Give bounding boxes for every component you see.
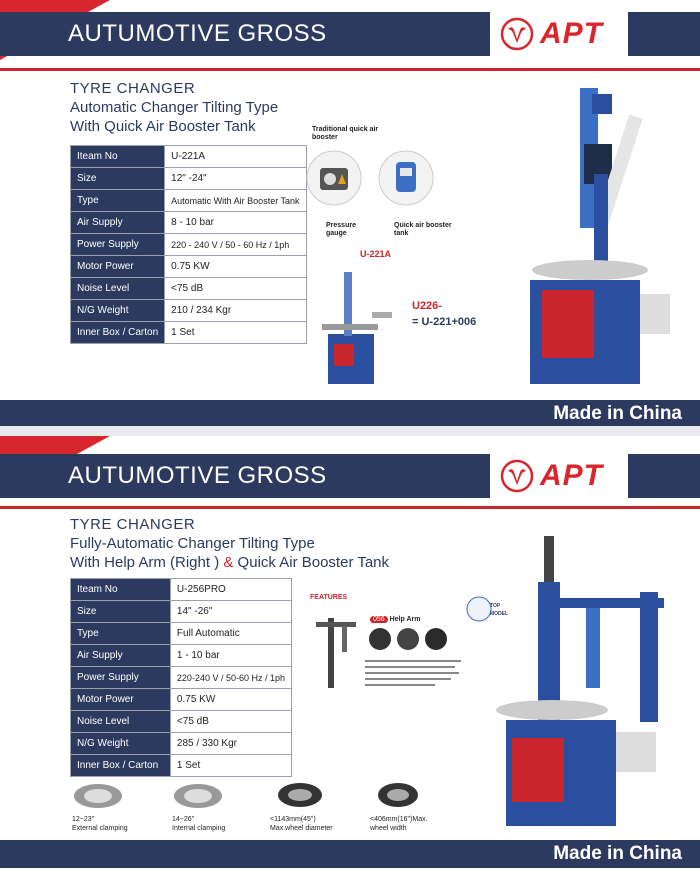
small-machine-image <box>318 262 394 388</box>
model-label: U-221A <box>360 249 392 259</box>
table-row <box>71 146 307 168</box>
spec-key: Size <box>71 168 165 190</box>
spec-value: 8 - 10 bar <box>165 212 306 234</box>
table-row <box>71 234 307 256</box>
header-band <box>0 454 700 498</box>
heading-block <box>70 516 389 571</box>
features-label: FEATURES <box>310 594 348 601</box>
heading-block <box>70 80 278 135</box>
table-row <box>71 190 307 212</box>
table-row <box>71 300 307 322</box>
external-clamping-image <box>70 780 126 810</box>
spec-key: Power Supply <box>71 667 171 689</box>
spec-key: Iteam No <box>71 579 171 601</box>
table-row <box>71 711 292 733</box>
table-row <box>71 212 307 234</box>
product-title: TYRE CHANGER <box>70 80 196 97</box>
internal-clamp-label: Internal clamping <box>172 825 226 832</box>
table-row <box>71 755 292 777</box>
product-subtitle-1: Automatic Changer Tilting Type <box>70 99 279 116</box>
spec-key: Type <box>71 190 165 212</box>
brand-title: AUTUMOTIVE GROSS <box>68 462 327 489</box>
table-row <box>71 733 292 755</box>
card-separator <box>0 426 700 436</box>
logo-text: APT <box>540 459 603 492</box>
table-row <box>71 256 307 278</box>
header-band-right <box>628 454 700 498</box>
spec-key: N/G Weight <box>71 300 165 322</box>
traditional-booster-label: Traditional quick air booster <box>312 126 379 141</box>
header-band <box>0 12 700 56</box>
external-clamp-range: 12~23" <box>72 816 95 823</box>
combo-line1: U226- <box>412 300 442 312</box>
table-row <box>71 278 307 300</box>
spec-key: Inner Box / Carton <box>71 322 165 344</box>
subtitle-part-a: With Help Arm (Right ) <box>70 554 224 571</box>
quick-tank-image <box>378 150 434 206</box>
spec-value: 220-240 V / 50-60 Hz / 1ph <box>170 667 291 689</box>
spec-table <box>70 145 307 344</box>
help-arm-image <box>312 608 362 692</box>
spec-value: 1 Set <box>170 755 291 777</box>
product-card-u221a <box>0 0 700 426</box>
brand-title: AUTUMOTIVE GROSS <box>68 20 327 47</box>
table-row <box>71 168 307 190</box>
spec-value: Automatic With Air Booster Tank <box>165 190 306 212</box>
header-band-right <box>628 12 700 56</box>
spec-value: 12" -24" <box>165 168 306 190</box>
apt-logo <box>500 12 624 56</box>
wheel-width-value: <406mm(16")Max. <box>370 816 428 823</box>
internal-clamp-range: 14~26" <box>172 816 195 823</box>
spec-key: Motor Power <box>71 689 171 711</box>
help-arm-detail-images <box>368 626 448 652</box>
subtitle-ampersand: & <box>223 554 234 571</box>
pressure-gauge-image <box>306 150 362 206</box>
table-row <box>71 667 292 689</box>
spec-value: 210 / 234 Kgr <box>165 300 306 322</box>
help-arm-label: Help Arm <box>389 616 421 623</box>
made-in-china-label: Made in China <box>553 403 682 424</box>
pressure-gauge-label: Pressure gauge <box>326 222 356 237</box>
table-row <box>71 645 292 667</box>
spec-key: Power Supply <box>71 234 165 256</box>
table-row <box>71 601 292 623</box>
help-arm-header <box>370 616 421 624</box>
table-row <box>71 689 292 711</box>
bull-icon <box>500 459 534 493</box>
subtitle-part-b: Quick Air Booster Tank <box>233 554 390 571</box>
spec-key: Iteam No <box>71 146 165 168</box>
apt-logo <box>500 454 624 498</box>
made-in-china-label: Made in China <box>553 843 682 864</box>
external-clamp-label: External clamping <box>72 825 128 832</box>
wheel-width-label: wheel width <box>370 825 407 832</box>
red-divider <box>0 68 700 71</box>
spec-value: 1 Set <box>165 322 306 344</box>
spec-key: Motor Power <box>71 256 165 278</box>
spec-value: <75 dB <box>170 711 291 733</box>
spec-value: 0.75 KW <box>170 689 291 711</box>
table-row <box>71 579 292 601</box>
spec-value: 0.75 KW <box>165 256 306 278</box>
logo-text: APT <box>540 17 603 50</box>
product-title: TYRE CHANGER <box>70 516 196 533</box>
spec-value: <75 dB <box>165 278 306 300</box>
tyre-changer-machine-image <box>520 84 680 394</box>
quick-tank-label: Quick air booster tank <box>394 222 452 237</box>
spec-key: Noise Level <box>71 711 171 733</box>
product-card-u256pro <box>0 436 700 872</box>
top-model-label: TOP MODEL <box>490 603 509 617</box>
combo-prefix: = U-221+ <box>412 316 458 328</box>
feature-description-lines <box>365 658 465 688</box>
spec-table <box>70 578 292 777</box>
product-subtitle-2 <box>70 554 389 571</box>
product-subtitle-2: With Quick Air Booster Tank <box>70 118 256 135</box>
bull-icon <box>500 17 534 51</box>
product-subtitle-1: Fully-Automatic Changer Tilting Type <box>70 535 315 552</box>
top-model-badge <box>466 596 492 622</box>
spec-value: 220 - 240 V / 50 - 60 Hz / 1ph <box>165 234 306 256</box>
help-arm-number: 056 <box>370 616 388 623</box>
combo-line2 <box>412 318 476 326</box>
spec-key: Inner Box / Carton <box>71 755 171 777</box>
wheel-diameter-label: Max.wheel diameter <box>270 825 333 832</box>
spec-key: N/G Weight <box>71 733 171 755</box>
spec-key: Air Supply <box>71 212 165 234</box>
footer-band <box>0 400 700 426</box>
wheel-width-image <box>370 780 426 810</box>
spec-key: Type <box>71 623 171 645</box>
table-row <box>71 623 292 645</box>
spec-value: Full Automatic <box>170 623 291 645</box>
spec-key: Size <box>71 601 171 623</box>
spec-value: 1 - 10 bar <box>170 645 291 667</box>
wheel-diameter-image <box>268 780 330 810</box>
tyre-changer-machine-image <box>490 532 690 830</box>
spec-value: 14" -26" <box>170 601 291 623</box>
footer-band <box>0 840 700 868</box>
spec-key: Noise Level <box>71 278 165 300</box>
combo-suffix: 006 <box>457 316 477 328</box>
spec-value: U-221A <box>165 146 306 168</box>
wheel-diameter-value: <1143mm(45") <box>270 816 316 823</box>
red-divider <box>0 506 700 509</box>
spec-value: U-256PRO <box>170 579 291 601</box>
internal-clamping-image <box>170 780 226 810</box>
spec-key: Air Supply <box>71 645 171 667</box>
table-row <box>71 322 307 344</box>
spec-value: 285 / 330 Kgr <box>170 733 291 755</box>
